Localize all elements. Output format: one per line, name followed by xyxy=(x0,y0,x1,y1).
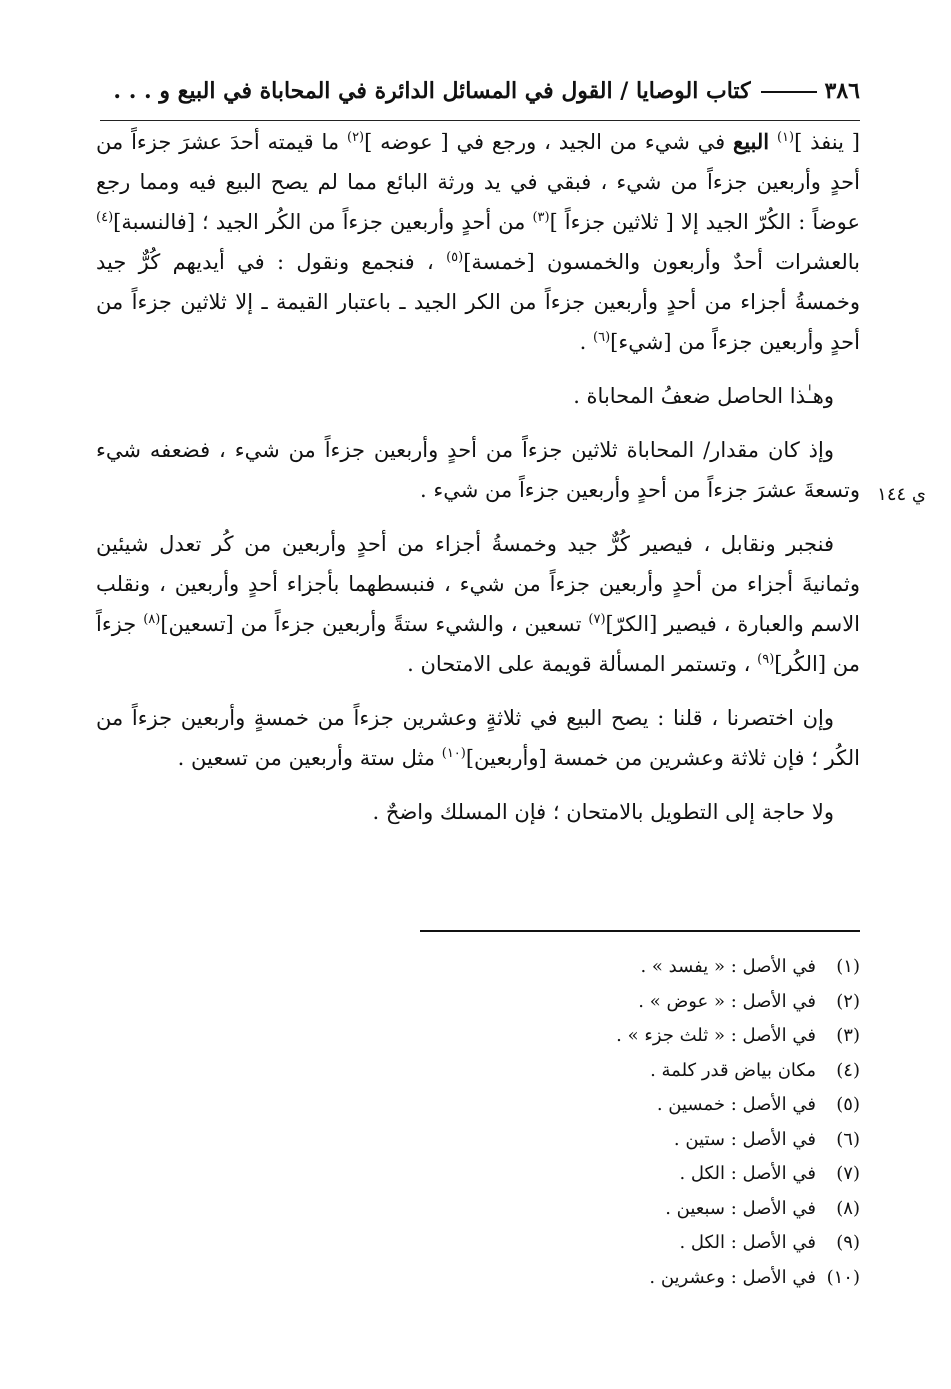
footnote-text: في الأصل : « ثلث جزء » . xyxy=(616,1025,816,1046)
footnote-number: (١) xyxy=(836,956,860,977)
text-run: بالعشرات أحدٌ وأربعون والخمسون [خمسة] xyxy=(463,250,860,274)
footnote-text: في الأصل : « عوض » . xyxy=(638,990,816,1012)
text-run: تسعين ، والشيء ستةً وأربعين جزءاً من [تسعين] xyxy=(160,612,589,636)
main-text xyxy=(96,122,860,846)
footnote-text: في الأصل : خمسين . xyxy=(656,1094,816,1115)
running-header xyxy=(100,78,860,104)
text-run: وإن اختصرنا ، قلنا : يصح البيع في ثلاثةٍ وعشرين جزءاً من خمسةٍ وأربعين جزءاً من الكُر ؛ فإن ثلاثة وعشرين من خمسة [وأربعين] xyxy=(96,706,860,770)
footnote-number: (٦) xyxy=(836,1128,860,1150)
footnote-item xyxy=(420,1157,860,1192)
footnote-number: (٧) xyxy=(836,1163,860,1184)
footnote-ref: (٣) xyxy=(532,210,550,225)
footnote-item xyxy=(420,1261,860,1296)
header-divider xyxy=(100,120,860,121)
text-run: في شيء من الجيد ، ورجع في [ عوضه ] xyxy=(364,130,734,154)
footnote-item xyxy=(420,1088,860,1123)
paragraph xyxy=(96,792,860,832)
footnote-number: (٨) xyxy=(836,1197,860,1219)
margin-folio-note: ي ١٤٤ xyxy=(877,484,926,505)
text-run: وهـٰذا الحاصل ضعفُ المحاباة . xyxy=(573,384,834,408)
paragraph xyxy=(96,524,860,684)
footnote-ref: (٤) xyxy=(96,210,114,225)
text-run: فنجبر ونقابل ، فيصير كُرٌّ جيد وخمسةُ أجزاء من أحدٍ وأربعين من كُر تعدل شيئين وثمانيةَ أجزاء من أحدٍ وأربعين جزءاً من شيء ، فنبسطهما بأجزاء أحدٍ وأربعين ، ونقلب الاسم والعبارة ، فيصير [الكرّ] xyxy=(96,532,861,636)
text-run: وإذ كان مقدار/ المحاباة ثلاثين جزءاً من أحدٍ وأربعين جزءاً من شيء ، فضعفه شيء وتسعةَ عشرَ جزءاً من أحدٍ وأربعين جزءاً من شيء . xyxy=(96,438,860,502)
footnote-number: (١٠) xyxy=(826,1266,860,1288)
footnote-ref: (٨) xyxy=(143,612,161,627)
text-run: ما قيمته أحدَ عشرَ جزءاً من أحدٍ وأربعين جزءاً من شيء ، فبقي في يد ورثة البائع مما لم يصح البيع فيه ومما رجع عوضاً : الكُرّ الجيد إلا [ ثلاثين جزءاً ] xyxy=(96,130,860,234)
text-run: جزءاً من [الكُر] xyxy=(96,612,860,676)
text-run xyxy=(769,130,777,154)
header-title: كتاب الوصايا / القول في المسائل الدائرة في المحاباة في البيع و . . . xyxy=(113,78,751,104)
footnote-item xyxy=(420,950,860,985)
header-dash xyxy=(761,91,817,93)
footnote-ref: (٦) xyxy=(593,330,611,345)
footnote-ref: (١٠) xyxy=(441,746,466,761)
page-number: ٣٨٦ xyxy=(824,78,860,104)
footnote-text: في الأصل : وعشرين . xyxy=(649,1266,816,1288)
text-run: . xyxy=(579,330,594,354)
footnote-text: في الأصل : ستين . xyxy=(673,1128,816,1150)
footnote-number: (٩) xyxy=(836,1232,860,1253)
footnote-text: مكان بياض قدر كلمة . xyxy=(650,1059,816,1081)
footnote-item xyxy=(420,1123,860,1158)
footnote-ref: (١) xyxy=(776,130,795,145)
paragraph xyxy=(96,376,860,416)
footnote-number: (٣) xyxy=(836,1025,860,1046)
footnote-item xyxy=(420,1019,860,1054)
paragraph xyxy=(96,430,860,510)
footnote-item xyxy=(420,1192,860,1227)
text-run: ولا حاجة إلى التطويل بالامتحان ؛ فإن المسلك واضحٌ . xyxy=(372,800,834,824)
bold-term: البيع xyxy=(733,129,770,154)
footnote-ref: (٧) xyxy=(588,612,606,627)
footnote-text: في الأصل : سبعين . xyxy=(665,1197,816,1219)
footnote-number: (٥) xyxy=(836,1094,860,1115)
footnote-item xyxy=(420,1226,860,1261)
text-run: من أحدٍ وأربعين جزءاً من الكُر الجيد ؛ [فالنسبة] xyxy=(113,210,533,234)
paragraph xyxy=(96,122,860,362)
text-run: مثل ستة وأربعين من تسعين . xyxy=(177,746,442,770)
footnote-ref: (٥) xyxy=(446,250,464,265)
footnote-ref: (٢) xyxy=(346,130,365,145)
paragraph xyxy=(96,698,860,778)
footnote-item xyxy=(420,1054,860,1089)
footnote-number: (٤) xyxy=(836,1059,860,1081)
footnote-text: في الأصل : الكل . xyxy=(679,1163,816,1184)
footnotes-list xyxy=(420,950,860,1295)
footnote-text: في الأصل : الكل . xyxy=(679,1232,816,1253)
text-run: ، فنجمع ونقول : في أيديهم كُرٌّ جيد وخمسةُ أجزاء من أحدٍ وأربعين جزءاً من الكر الجيد ـ باعتبار القيمة ـ إلا ثلاثين جزءاً من أحدٍ وأربعين جزءاً من [شيء] xyxy=(96,250,860,354)
footnote-text: في الأصل : « يفسد » . xyxy=(640,956,816,977)
footnote-divider xyxy=(420,930,860,932)
footnote-item xyxy=(420,985,860,1020)
text-run: ، وتستمر المسألة قويمة على الامتحان . xyxy=(407,652,758,676)
footnote-ref: (٩) xyxy=(757,652,775,667)
footnote-number: (٢) xyxy=(836,990,860,1012)
text-run: [ ينفذ ] xyxy=(794,130,860,154)
